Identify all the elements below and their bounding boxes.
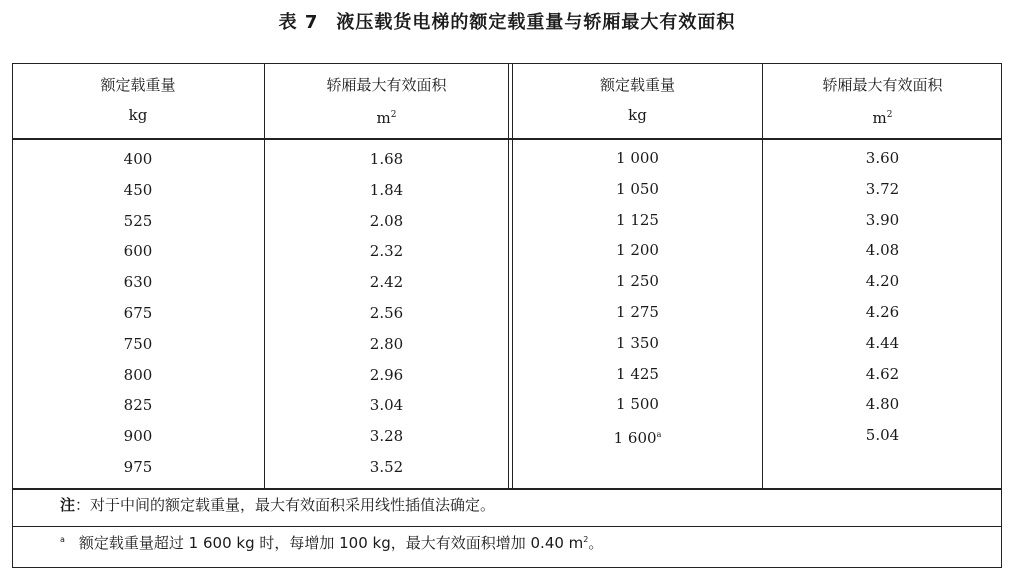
- area-cell: 2.96: [369, 365, 404, 384]
- right-area-column: [763, 143, 1002, 451]
- area-cell: 3.90: [865, 210, 900, 229]
- note-rule: [12, 488, 1002, 490]
- area-cell: 2.08: [369, 211, 404, 230]
- left-load-column: [12, 144, 264, 483]
- area-cell: 4.80: [865, 395, 900, 414]
- load-cell: 975: [123, 457, 153, 476]
- header-area-unit: $m^2$: [376, 109, 397, 127]
- note-text: ：对于中间的额定载重量，最大有效面积采用线性插值法确定。: [75, 496, 496, 514]
- double-divider-a: [508, 63, 509, 488]
- load-cell: 825: [123, 396, 153, 415]
- footnote-text: 额定载重量超过 1 600 kg 时，每增加 100 kg，最大有效面积增加 0.40 m: [78, 534, 584, 552]
- load-cell: 800: [123, 365, 153, 384]
- load-cell: 1 200: [616, 241, 659, 260]
- area-cell: 5.04: [865, 426, 900, 445]
- area-cell: 3.72: [865, 179, 900, 198]
- area-cell: 2.42: [369, 273, 404, 292]
- area-cell: 1.84: [369, 180, 404, 199]
- load-cell: 750: [123, 334, 153, 353]
- header-area-left: [265, 70, 508, 133]
- load-cell: 675: [123, 303, 153, 322]
- load-cell: 1 250: [616, 272, 659, 291]
- area-cell: 4.26: [865, 302, 900, 321]
- load-cell: 1 600$^a$: [613, 429, 662, 448]
- header-area-unit: $m^2$: [872, 109, 893, 127]
- header-load-right: [513, 70, 762, 130]
- load-cell: 1 050: [616, 179, 659, 198]
- header-load-left: [12, 70, 264, 130]
- load-cell: 450: [123, 180, 153, 199]
- header-load-unit: kg: [628, 106, 647, 124]
- area-cell: 1.68: [369, 150, 404, 168]
- area-cell: 4.62: [865, 364, 900, 383]
- table-note: [60, 494, 495, 515]
- area-cell: 3.52: [369, 457, 404, 476]
- area-cell: 2.32: [369, 242, 404, 261]
- load-cell: 900: [123, 427, 153, 446]
- footnote-rule: [12, 526, 1002, 527]
- header-area-label: 轿厢最大有效面积: [822, 76, 943, 94]
- footnote-ref: a: [656, 430, 662, 440]
- right-load-column: [513, 143, 762, 451]
- area-cell: 4.44: [865, 333, 900, 352]
- left-area-column: [265, 144, 508, 483]
- area-cell: 2.80: [369, 334, 404, 353]
- load-cell: 400: [123, 150, 153, 168]
- table-footnote: [60, 532, 603, 553]
- load-cell: 1 275: [616, 302, 659, 321]
- load-cell: 1 125: [616, 210, 659, 229]
- footnote-end: 。: [588, 534, 604, 552]
- header-load-unit: kg: [128, 106, 148, 124]
- load-cell: 630: [123, 273, 153, 292]
- table-title: [0, 8, 1014, 34]
- header-rule: [12, 138, 1002, 140]
- table-number: 表 7: [278, 12, 319, 33]
- area-cell: 4.08: [865, 241, 900, 260]
- load-cell: 1 350: [616, 333, 659, 352]
- header-area-right: [763, 70, 1002, 133]
- load-cell: 1 000: [616, 149, 659, 167]
- area-cell: 3.28: [369, 427, 404, 446]
- load-cell: 1 425: [616, 364, 659, 383]
- table-caption: 液压载货电梯的额定载重量与轿厢最大有效面积: [336, 12, 736, 33]
- header-load-label: 额定载重量: [599, 76, 675, 94]
- header-area-label: 轿厢最大有效面积: [326, 76, 447, 94]
- note-label: 注: [60, 496, 76, 514]
- footnote-mark: a: [60, 535, 65, 544]
- load-cell: 600: [123, 242, 153, 261]
- area-cell: 4.20: [865, 272, 900, 291]
- area-cell: 2.56: [369, 303, 404, 322]
- load-cell: 1 500: [616, 395, 659, 414]
- header-load-label: 额定载重量: [100, 76, 176, 94]
- area-cell: 3.04: [369, 396, 404, 415]
- footnote-exp: 2: [583, 535, 589, 544]
- load-cell: 525: [123, 211, 153, 230]
- area-cell: 3.60: [865, 149, 900, 167]
